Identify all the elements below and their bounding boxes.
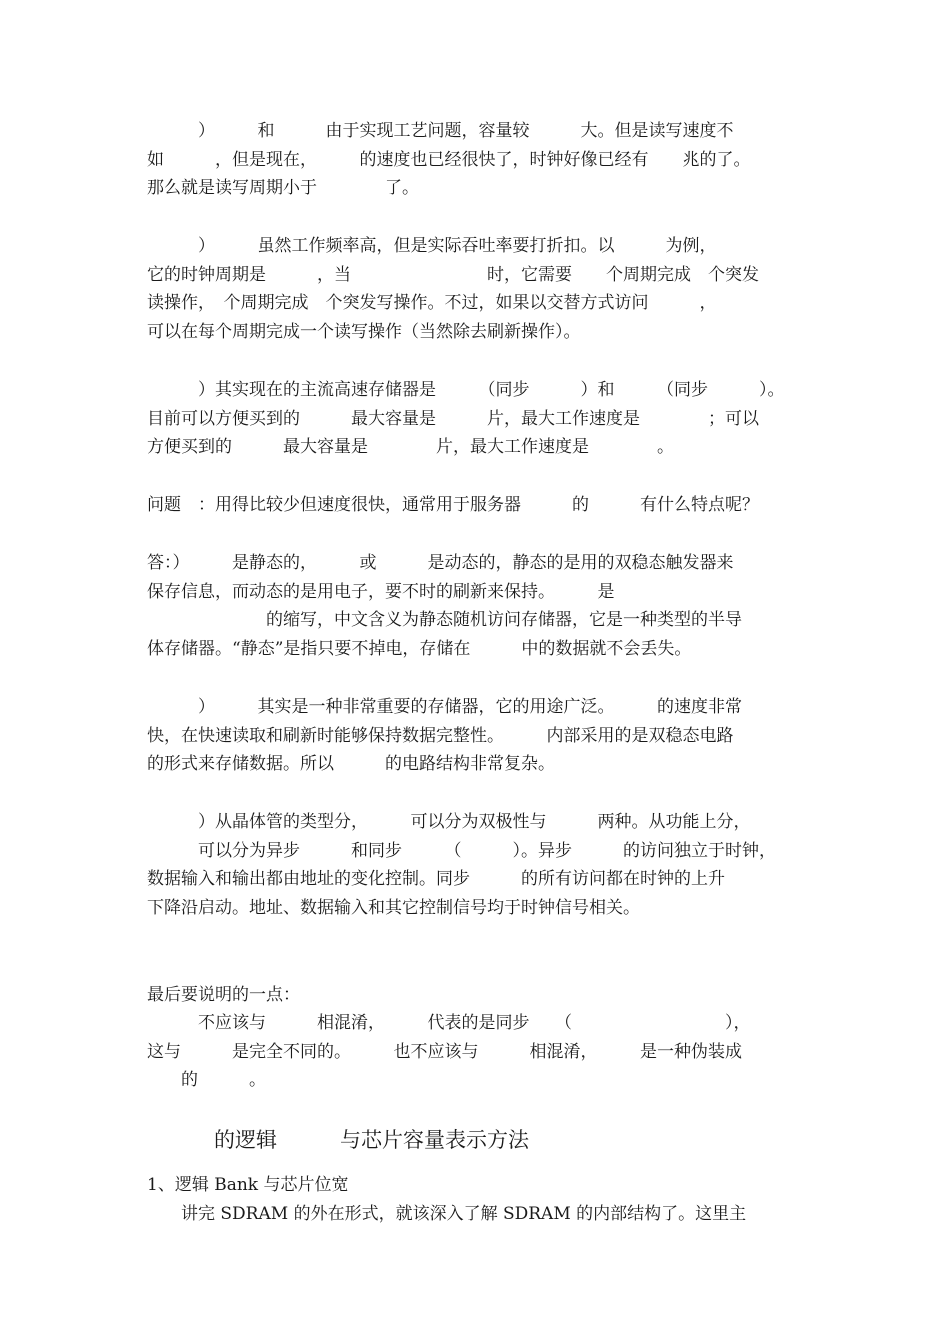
question-line: 问题 ：用得比较少但速度很快，通常用于服务器 的 有什么特点呢？	[147, 495, 759, 515]
subheading: 1、逻辑 Bank 与芯片位宽	[147, 1175, 349, 1195]
p7-line-2: 可以分为异步 和同步 （ ）。异步 的访问独立于时钟，	[147, 841, 776, 861]
section-heading: 的逻辑 与芯片容量表示方法	[130, 1128, 529, 1152]
p1-line-1: ） 和 由于实现工艺问题，容量较 大。但是读写速度不	[147, 121, 734, 141]
p1-line-2: 如 ，但是现在， 的速度也已经很快了，时钟好像已经有 兆的了。	[147, 150, 751, 170]
p6-line-3: 的形式来存储数据。所以 的电路结构非常复杂。	[147, 754, 555, 774]
p8-line-3: 这与 是完全不同的。 也不应该与 相混淆， 是一种伪装成	[147, 1042, 742, 1062]
p2-line-3: 读操作， 个周期完成 个突发写操作。不过，如果以交替方式访问 ，	[147, 293, 717, 313]
p8-line-4: 的 。	[147, 1070, 266, 1090]
p3-line-2: 目前可以方便买到的 最大容量是 片，最大工作速度是 ；可以	[147, 409, 759, 429]
p7-line-4: 下降沿启动。地址、数据输入和其它控制信号均于时钟信号相关。	[147, 898, 640, 918]
p6-line-1: ） 其实是一种非常重要的存储器，它的用途广泛。 的速度非常	[147, 697, 742, 717]
p2-line-2: 它的时钟周期是 ，当 时，它需要 个周期完成 个突发	[147, 265, 759, 285]
p6-line-2: 快，在快速读取和刷新时能够保持数据完整性。 内部采用的是双稳态电路	[147, 726, 734, 746]
p3-line-3: 方便买到的 最大容量是 片，最大工作速度是 。	[147, 437, 674, 457]
p7-line-3: 数据输入和输出都由地址的变化控制。同步 的所有访问都在时钟的上升	[147, 869, 725, 889]
p8-line-1: 最后要说明的一点：	[147, 985, 300, 1005]
p2-line-1: ） 虽然工作频率高，但是实际吞吐率要打折扣。以 为例，	[147, 236, 717, 256]
p5-line-2: 保存信息，而动态的是用电子，要不时的刷新来保持。 是	[147, 582, 615, 602]
p7-line-1: ）从晶体管的类型分， 可以分为双极性与 两种。从功能上分，	[147, 812, 751, 832]
p8-line-2: 不应该与 相混淆， 代表的是同步 （ ），	[147, 1013, 751, 1033]
p5-line-3: 的缩写，中文含义为静态随机访问存储器，它是一种类型的半导	[147, 610, 742, 630]
p5-line-1: 答：） 是静态的， 或 是动态的，静态的是用的双稳态触发器来	[147, 553, 734, 573]
p2-line-4: 可以在每个周期完成一个读写操作（当然除去刷新操作）。	[147, 322, 581, 342]
body-line-sdram: 讲完 SDRAM 的外在形式，就该深入了解 SDRAM 的内部结构了。这里主	[147, 1204, 747, 1224]
p3-line-1: ）其实现在的主流高速存储器是 （同步 ）和 （同步 ）。	[147, 380, 785, 400]
p1-line-3: 那么就是读写周期小于 了。	[147, 178, 419, 198]
p5-line-4: 体存储器。“静态”是指只要不掉电，存储在 中的数据就不会丢失。	[147, 639, 692, 659]
